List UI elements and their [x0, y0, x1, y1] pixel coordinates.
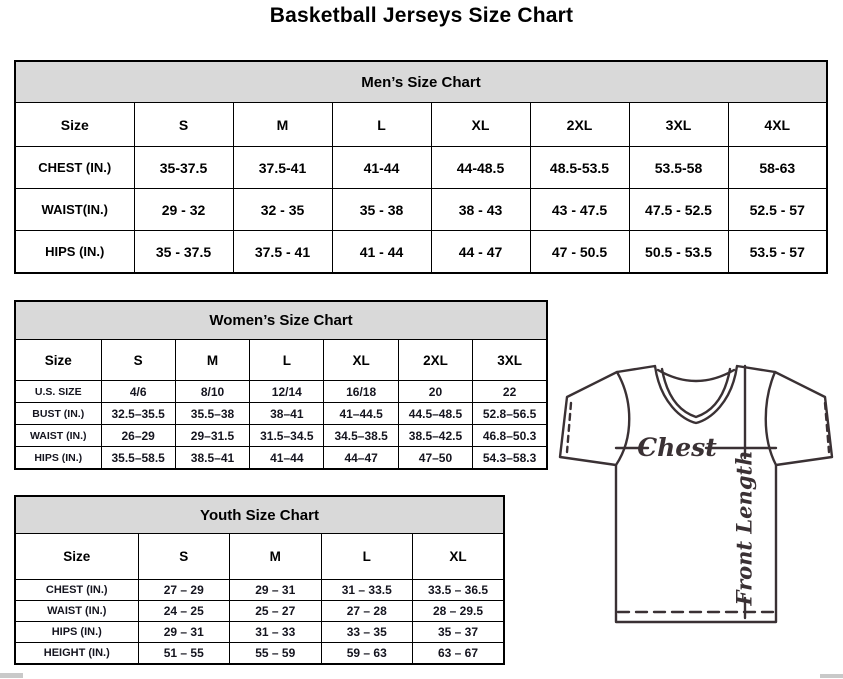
- page-title: Basketball Jerseys Size Chart: [269, 4, 574, 27]
- size-value-cell: 51 – 55: [138, 643, 230, 665]
- size-value-cell: 38.5–41: [175, 447, 249, 470]
- table-row: [15, 381, 547, 403]
- size-value-cell: 48.5-53.5: [530, 147, 629, 189]
- column-header: 3XL: [629, 103, 728, 147]
- men-table-title: Men’s Size Chart: [15, 61, 827, 103]
- size-value-cell: 37.5-41: [233, 147, 332, 189]
- row-label: HEIGHT (IN.): [15, 643, 138, 665]
- size-value-cell: 41-44: [332, 147, 431, 189]
- collar-rib-line: [658, 370, 734, 381]
- size-value-cell: 54.3–58.3: [473, 447, 547, 470]
- size-value-cell: 35-37.5: [134, 147, 233, 189]
- size-value-cell: 38 - 43: [431, 189, 530, 231]
- size-value-cell: 47 - 50.5: [530, 231, 629, 274]
- table-row: [15, 601, 504, 622]
- table-row: [15, 189, 827, 231]
- size-value-cell: 41–44.5: [324, 403, 398, 425]
- row-label: HIPS (IN.): [15, 447, 101, 470]
- youth-header-row: [15, 534, 504, 580]
- column-header: 2XL: [530, 103, 629, 147]
- row-label: HIPS (IN.): [15, 622, 138, 643]
- row-label: CHEST (IN.): [15, 147, 134, 189]
- size-value-cell: 35 - 37.5: [134, 231, 233, 274]
- column-header: XL: [324, 340, 398, 381]
- size-value-cell: 38–41: [250, 403, 324, 425]
- size-value-cell: 26–29: [101, 425, 175, 447]
- size-value-cell: 47–50: [398, 447, 472, 470]
- men-size-table: [14, 60, 828, 274]
- size-value-cell: 53.5 - 57: [728, 231, 827, 274]
- table-row: [15, 643, 504, 665]
- column-header: 4XL: [728, 103, 827, 147]
- size-value-cell: 55 – 59: [230, 643, 322, 665]
- size-value-cell: 29 – 31: [230, 580, 322, 601]
- size-value-cell: 35.5–58.5: [101, 447, 175, 470]
- size-value-cell: 53.5-58: [629, 147, 728, 189]
- size-value-cell: 46.8–50.3: [473, 425, 547, 447]
- size-value-cell: 32.5–35.5: [101, 403, 175, 425]
- size-value-cell: 41–44: [250, 447, 324, 470]
- size-value-cell: 16/18: [324, 381, 398, 403]
- size-value-cell: 31 – 33.5: [321, 580, 413, 601]
- size-value-cell: 34.5–38.5: [324, 425, 398, 447]
- size-value-cell: 27 – 28: [321, 601, 413, 622]
- size-value-cell: 33.5 – 36.5: [413, 580, 505, 601]
- size-value-cell: 35 - 38: [332, 189, 431, 231]
- size-value-cell: 52.5 - 57: [728, 189, 827, 231]
- youth-table-title: Youth Size Chart: [15, 496, 504, 534]
- women-size-table: [14, 300, 548, 470]
- row-label: WAIST(IN.): [15, 189, 134, 231]
- size-value-cell: 12/14: [250, 381, 324, 403]
- table-row: [15, 231, 827, 274]
- column-header: Size: [15, 103, 134, 147]
- womens-size-table-container: [14, 300, 548, 470]
- size-value-cell: 28 – 29.5: [413, 601, 505, 622]
- table-row: [15, 447, 547, 470]
- size-value-cell: 22: [473, 381, 547, 403]
- front-length-label: Front Length: [731, 450, 757, 606]
- size-value-cell: 35 – 37: [413, 622, 505, 643]
- column-header: L: [321, 534, 413, 580]
- table-row: [15, 622, 504, 643]
- column-header: S: [138, 534, 230, 580]
- jersey-outline: [560, 366, 832, 622]
- table-row: [15, 147, 827, 189]
- row-label: WAIST (IN.): [15, 425, 101, 447]
- column-header: L: [332, 103, 431, 147]
- size-value-cell: 31.5–34.5: [250, 425, 324, 447]
- corner-fragment-left: [0, 673, 23, 678]
- column-header: M: [175, 340, 249, 381]
- column-header: S: [134, 103, 233, 147]
- mens-size-table-container: [14, 60, 828, 274]
- size-value-cell: 4/6: [101, 381, 175, 403]
- size-value-cell: 44–47: [324, 447, 398, 470]
- size-value-cell: 44 - 47: [431, 231, 530, 274]
- column-header: M: [230, 534, 322, 580]
- column-header: 2XL: [398, 340, 472, 381]
- size-value-cell: 44-48.5: [431, 147, 530, 189]
- corner-fragment-right: [820, 674, 843, 678]
- size-value-cell: 33 – 35: [321, 622, 413, 643]
- size-value-cell: 58-63: [728, 147, 827, 189]
- youth-size-table: [14, 495, 505, 665]
- size-value-cell: 27 – 29: [138, 580, 230, 601]
- size-value-cell: 52.8–56.5: [473, 403, 547, 425]
- size-value-cell: 43 - 47.5: [530, 189, 629, 231]
- size-value-cell: 20: [398, 381, 472, 403]
- size-value-cell: 38.5–42.5: [398, 425, 472, 447]
- row-label: BUST (IN.): [15, 403, 101, 425]
- size-value-cell: 41 - 44: [332, 231, 431, 274]
- row-label: CHEST (IN.): [15, 580, 138, 601]
- jersey-measurement-diagram: [558, 360, 838, 632]
- size-value-cell: 24 – 25: [138, 601, 230, 622]
- column-header: L: [250, 340, 324, 381]
- column-header: XL: [431, 103, 530, 147]
- size-value-cell: 50.5 - 53.5: [629, 231, 728, 274]
- size-value-cell: 37.5 - 41: [233, 231, 332, 274]
- women-header-row: [15, 340, 547, 381]
- column-header: 3XL: [473, 340, 547, 381]
- table-row: [15, 425, 547, 447]
- chest-label: Chest: [637, 433, 717, 462]
- size-value-cell: 47.5 - 52.5: [629, 189, 728, 231]
- column-header: Size: [15, 534, 138, 580]
- women-table-title: Women’s Size Chart: [15, 301, 547, 340]
- row-label: WAIST (IN.): [15, 601, 138, 622]
- column-header: S: [101, 340, 175, 381]
- column-header: XL: [413, 534, 505, 580]
- table-row: [15, 580, 504, 601]
- size-value-cell: 29 – 31: [138, 622, 230, 643]
- size-value-cell: 31 – 33: [230, 622, 322, 643]
- size-value-cell: 25 – 27: [230, 601, 322, 622]
- size-value-cell: 32 - 35: [233, 189, 332, 231]
- size-value-cell: 29 - 32: [134, 189, 233, 231]
- size-value-cell: 35.5–38: [175, 403, 249, 425]
- youth-size-table-container: [14, 495, 505, 665]
- row-label: HIPS (IN.): [15, 231, 134, 274]
- column-header: M: [233, 103, 332, 147]
- size-value-cell: 44.5–48.5: [398, 403, 472, 425]
- size-value-cell: 59 – 63: [321, 643, 413, 665]
- size-value-cell: 8/10: [175, 381, 249, 403]
- men-header-row: [15, 103, 827, 147]
- column-header: Size: [15, 340, 101, 381]
- table-row: [15, 403, 547, 425]
- size-value-cell: 29–31.5: [175, 425, 249, 447]
- size-value-cell: 63 – 67: [413, 643, 505, 665]
- row-label: U.S. SIZE: [15, 381, 101, 403]
